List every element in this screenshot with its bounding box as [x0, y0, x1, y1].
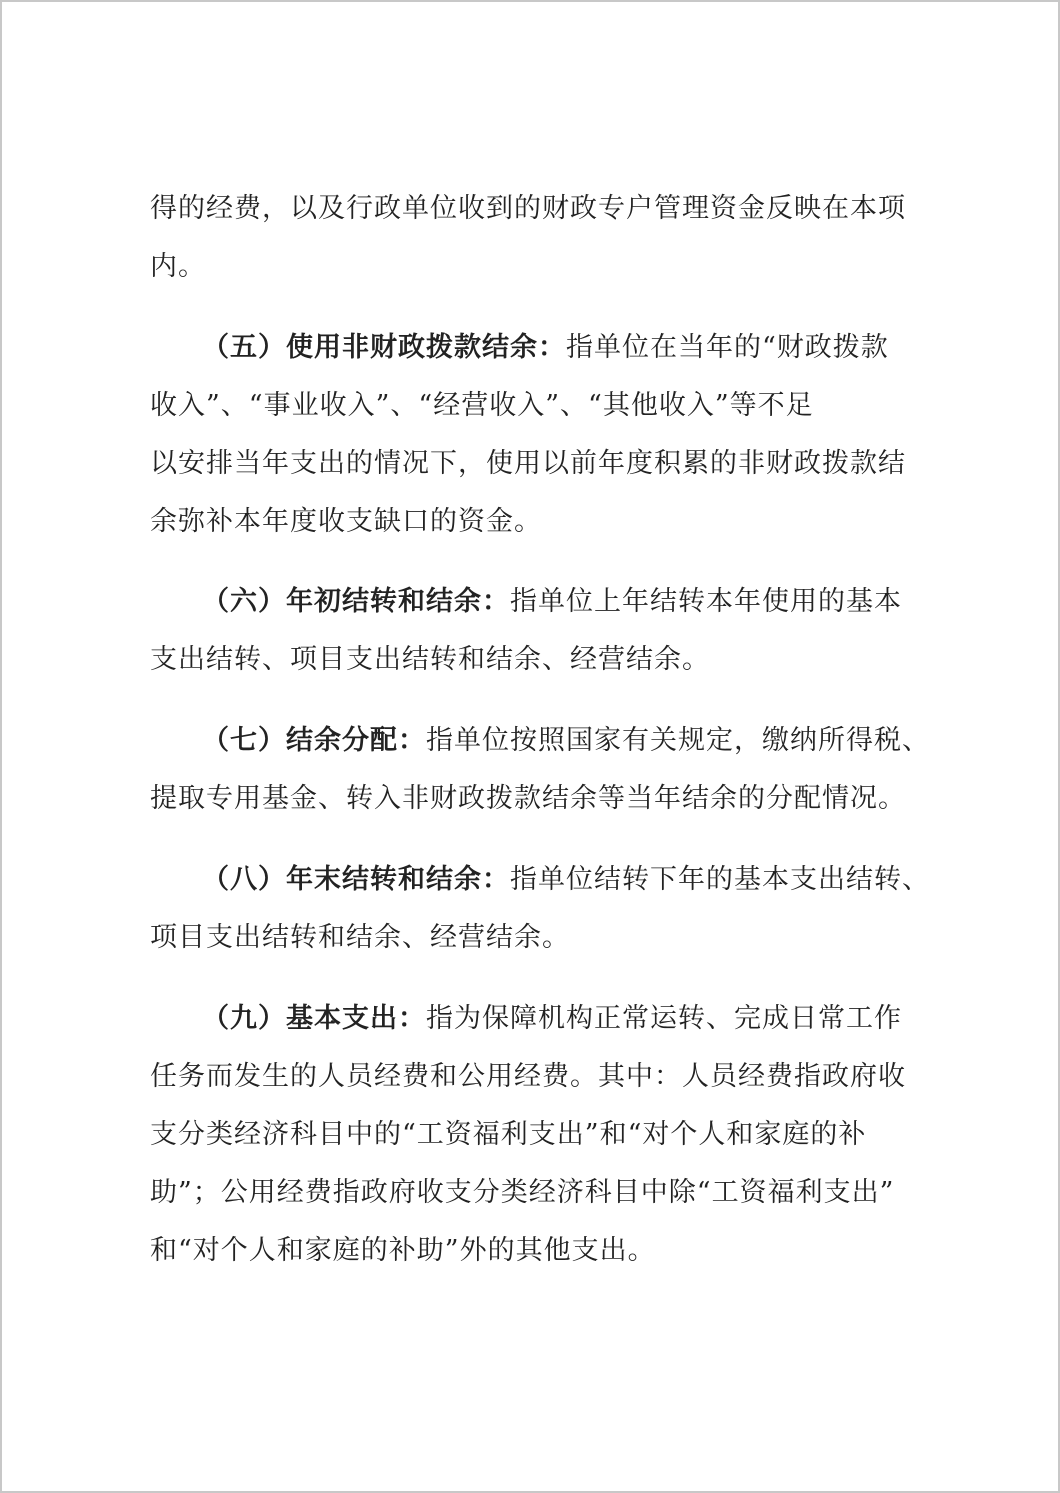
section-text: 指为保障机构正常运转、完成日常工作 — [426, 1003, 902, 1034]
paragraph-line: 以安排当年支出的情况下，使用以前年度积累的非财政拨款结 — [150, 448, 906, 479]
section-first-line — [202, 999, 902, 1039]
section-heading: （七）结余分配： — [202, 725, 426, 756]
paragraph-line: 支出结转、项目支出结转和结余、经营结余。 — [150, 644, 710, 675]
section-first-line — [202, 721, 930, 761]
paragraph-line: 提取专用基金、转入非财政拨款结余等当年结余的分配情况。 — [150, 783, 906, 814]
section-text: 指单位在当年的“财政拨款 — [566, 332, 889, 363]
section-first-line — [202, 860, 930, 900]
section-heading: （八）年末结转和结余： — [202, 864, 510, 895]
paragraph-line: 支分类经济科目中的“工资福利支出”和“对个人和家庭的补 — [150, 1119, 867, 1150]
section-text: 指单位上年结转本年使用的基本 — [510, 586, 902, 617]
paragraph-line: 收入”、“事业收入”、“经营收入”、“其他收入”等不足 — [150, 390, 814, 421]
paragraph-line: 项目支出结转和结余、经营结余。 — [150, 922, 570, 953]
section-first-line — [202, 328, 889, 368]
section-heading: （六）年初结转和结余： — [202, 586, 510, 617]
section-text: 指单位按照国家有关规定，缴纳所得税、 — [426, 725, 930, 756]
section-heading: （五）使用非财政拨款结余： — [202, 332, 566, 363]
paragraph-line: 余弥补本年度收支缺口的资金。 — [150, 506, 542, 537]
paragraph-line: 内。 — [150, 251, 206, 282]
section-heading: （九）基本支出： — [202, 1003, 426, 1034]
section-text: 指单位结转下年的基本支出结转、 — [510, 864, 930, 895]
paragraph-line: 任务而发生的人员经费和公用经费。其中：人员经费指政府收 — [150, 1061, 906, 1092]
paragraph-line: 和“对个人和家庭的补助”外的其他支出。 — [150, 1235, 656, 1266]
paragraph-line: 助”；公用经费指政府收支分类经济科目中除“工资福利支出” — [150, 1177, 895, 1208]
paragraph-line: 得的经费，以及行政单位收到的财政专户管理资金反映在本项 — [150, 193, 906, 224]
section-first-line — [202, 582, 902, 622]
